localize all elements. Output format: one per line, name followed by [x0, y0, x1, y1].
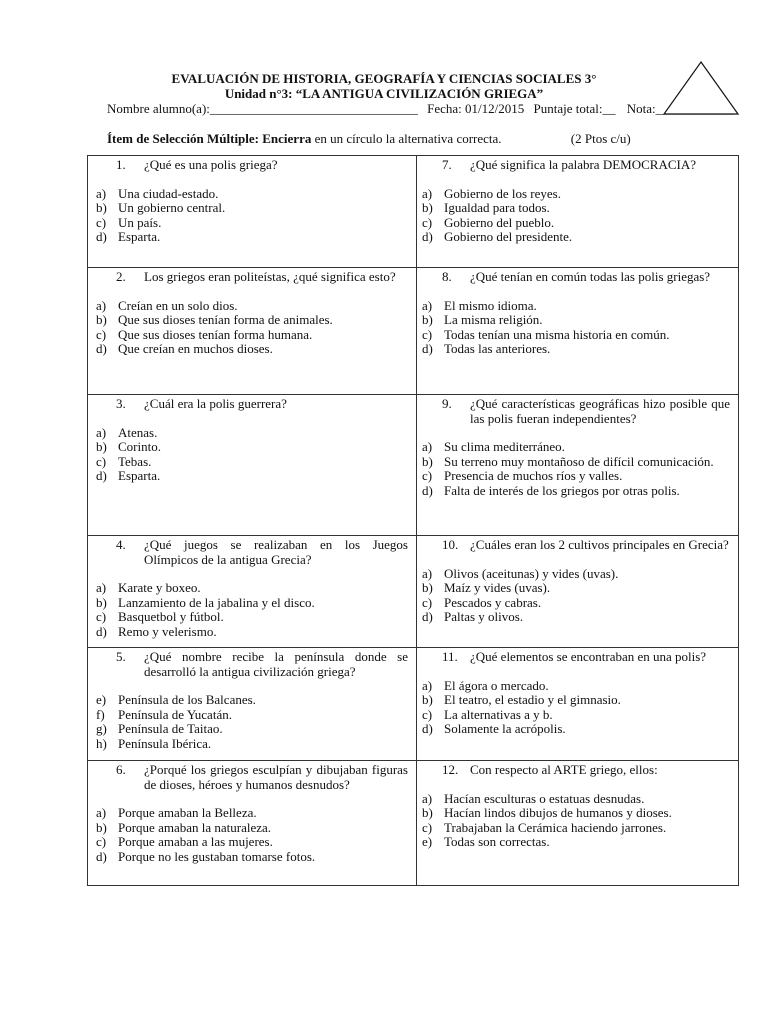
option-text: Península de Taitao.	[118, 721, 223, 736]
answer-option[interactable]	[96, 850, 408, 865]
option-letter: b)	[422, 580, 433, 595]
grade-blank[interactable]: ____________	[655, 101, 734, 116]
options-list	[96, 299, 408, 357]
options-list	[96, 693, 408, 751]
option-letter: d)	[96, 229, 107, 244]
option-text: Península Ibérica.	[118, 735, 212, 751]
question-text: ¿Qué elementos se encontraban en una polis?	[470, 649, 707, 664]
answer-option[interactable]	[422, 596, 730, 611]
option-letter: c)	[422, 819, 433, 835]
option-letter: b)	[422, 312, 433, 327]
option-letter: d)	[96, 341, 107, 356]
question-number: 4.	[116, 537, 126, 552]
answer-option[interactable]	[96, 581, 408, 596]
option-text: Que creían en muchos dioses.	[118, 341, 273, 356]
option-letter: a)	[96, 297, 107, 313]
option-text: La alternativas a y b.	[444, 706, 553, 722]
question-block	[417, 536, 738, 629]
option-text: Todas las anteriores.	[444, 341, 551, 356]
answer-option[interactable]	[96, 216, 408, 231]
answer-option[interactable]	[422, 230, 730, 245]
question-text: Con respecto al ARTE griego, ellos:	[470, 762, 658, 777]
option-letter: a)	[422, 297, 433, 313]
date-label: Fecha: 01/12/2015	[427, 101, 525, 116]
answer-option[interactable]	[422, 187, 730, 202]
answer-option[interactable]	[422, 567, 730, 582]
option-text: Olivos (aceitunas) y vides (uvas).	[444, 565, 619, 581]
options-list	[422, 567, 730, 625]
options-list	[96, 187, 408, 245]
option-text: Trabajaban la Cerámica haciendo jarrones.	[444, 819, 667, 835]
option-letter: b)	[422, 200, 433, 215]
option-letter: c)	[422, 706, 433, 722]
options-list	[422, 299, 730, 357]
answer-option[interactable]	[96, 426, 408, 441]
option-letter: d)	[422, 229, 433, 244]
option-letter: a)	[96, 805, 107, 820]
question-block	[88, 395, 416, 488]
question-number: 1.	[116, 157, 126, 172]
answer-option[interactable]	[96, 342, 408, 357]
instructions	[107, 131, 631, 147]
unit-title: Unidad n°3: “LA ANTIGUA CIVILIZACIÓN GRIEGA”	[224, 86, 544, 101]
answer-option[interactable]	[422, 835, 730, 850]
option-letter: b)	[422, 453, 433, 469]
question-cell	[417, 648, 739, 761]
option-text: Una ciudad-estado.	[118, 185, 219, 201]
questions-table	[87, 155, 739, 886]
option-letter: g)	[96, 721, 107, 736]
instructions-text: en un círculo la alternativa correcta.	[311, 131, 502, 146]
option-text: Corinto.	[118, 439, 161, 454]
option-text: Que sus dioses tenían forma de animales.	[118, 312, 333, 327]
option-letter: a)	[96, 185, 107, 201]
option-letter: c)	[422, 214, 433, 230]
student-info-line	[107, 101, 734, 117]
question-text: ¿Qué tenían en común todas las polis griegas?	[470, 269, 711, 284]
question-row	[88, 536, 739, 648]
answer-option[interactable]	[422, 216, 730, 231]
answer-option[interactable]	[96, 722, 408, 737]
answer-option[interactable]	[422, 722, 730, 737]
answer-option[interactable]	[422, 440, 730, 455]
answer-option[interactable]	[422, 806, 730, 821]
options-list	[96, 806, 408, 864]
option-text: Esparta.	[118, 468, 161, 483]
option-letter: d)	[422, 341, 433, 356]
option-letter: e)	[422, 834, 433, 849]
question-text: ¿Cuáles eran los 2 cultivos principales en Grecia?	[470, 537, 729, 552]
option-text: Hacían lindos dibujos de humanos y dioses.	[444, 805, 672, 820]
option-text: Solamente la acrópolis.	[444, 721, 566, 736]
option-letter: d)	[422, 482, 433, 498]
question-block	[417, 268, 738, 361]
option-letter: a)	[96, 580, 107, 595]
question-row	[88, 268, 739, 395]
answer-option[interactable]	[96, 455, 408, 470]
answer-option[interactable]	[96, 201, 408, 216]
answer-option[interactable]	[96, 625, 408, 640]
answer-option[interactable]	[422, 581, 730, 596]
option-text: Creían en un solo dios.	[118, 297, 238, 313]
options-list	[422, 440, 730, 498]
option-letter: c)	[96, 453, 107, 469]
option-text: Porque amaban la Belleza.	[118, 805, 257, 820]
option-letter: a)	[422, 565, 433, 581]
answer-option[interactable]	[422, 693, 730, 708]
answer-option[interactable]	[96, 230, 408, 245]
option-text: Un país.	[118, 214, 162, 230]
answer-option[interactable]	[96, 469, 408, 484]
option-letter: h)	[96, 735, 107, 751]
option-text: Gobierno del pueblo.	[444, 214, 555, 230]
question-cell	[417, 536, 739, 648]
answer-option[interactable]	[422, 328, 730, 343]
option-letter: c)	[96, 214, 107, 230]
option-text: Lanzamiento de la jabalina y el disco.	[118, 594, 315, 610]
question-text: ¿Porqué los griegos esculpían y dibujaban figuras de dioses, héroes y humanos desnudos?	[144, 762, 408, 792]
option-letter: a)	[422, 677, 433, 693]
answer-option[interactable]	[96, 440, 408, 455]
option-text: Pescados y cabras.	[444, 594, 542, 610]
option-text: Un gobierno central.	[118, 200, 226, 215]
option-letter: e)	[96, 692, 107, 707]
option-letter: b)	[422, 805, 433, 820]
option-text: Tebas.	[118, 453, 152, 469]
answer-option[interactable]	[96, 610, 408, 625]
option-letter: d)	[422, 609, 433, 624]
option-text: Igualdad para todos.	[444, 200, 550, 215]
answer-option[interactable]	[422, 792, 730, 807]
answer-option[interactable]	[96, 737, 408, 752]
points-label: (2 Ptos c/u)	[570, 131, 631, 146]
question-number: 6.	[116, 762, 126, 777]
question-number: 5.	[116, 649, 126, 664]
question-block	[88, 648, 416, 755]
answer-option[interactable]	[96, 313, 408, 328]
question-row	[88, 395, 739, 536]
option-text: La misma religión.	[444, 312, 543, 327]
question-block	[88, 156, 416, 249]
option-letter: c)	[96, 834, 107, 849]
score-label: Puntaje total:__	[533, 101, 616, 116]
answer-option[interactable]	[96, 328, 408, 343]
question-number: 8.	[442, 269, 452, 284]
question-text: ¿Cuál era la polis guerrera?	[144, 396, 287, 411]
option-text: Porque amaban a las mujeres.	[118, 834, 273, 849]
question-number: 12.	[442, 762, 459, 777]
answer-option[interactable]	[96, 806, 408, 821]
answer-option[interactable]	[422, 821, 730, 836]
question-block	[88, 536, 416, 643]
student-name-label[interactable]: Nombre alumno(a):________________________________	[107, 101, 418, 116]
option-text: Paltas y olivos.	[444, 609, 524, 624]
question-block	[88, 761, 416, 868]
question-cell	[88, 648, 417, 761]
question-cell	[417, 156, 739, 268]
question-cell	[417, 761, 739, 886]
option-letter: c)	[422, 468, 433, 483]
question-cell	[88, 156, 417, 268]
option-text: Gobierno de los reyes.	[444, 185, 561, 201]
options-list	[422, 679, 730, 737]
question-cell	[417, 395, 739, 536]
grade-triangle-icon	[662, 60, 740, 116]
option-text: Atenas.	[118, 424, 158, 440]
option-text: Su clima mediterráneo.	[444, 439, 565, 454]
answer-option[interactable]	[422, 342, 730, 357]
option-text: Porque amaban la naturaleza.	[118, 819, 272, 835]
option-letter: d)	[96, 848, 107, 864]
question-text: ¿Qué características geográficas hizo posible que las polis fueran independientes?	[470, 396, 730, 426]
option-letter: c)	[96, 326, 107, 342]
options-list	[96, 581, 408, 639]
answer-option[interactable]	[422, 201, 730, 216]
option-text: El ágora o mercado.	[444, 677, 549, 693]
question-number: 3.	[116, 396, 126, 411]
question-number: 7.	[442, 157, 452, 172]
option-text: Falta de interés de los griegos por otras polis.	[444, 482, 680, 498]
option-letter: a)	[96, 424, 107, 440]
question-block	[417, 648, 738, 741]
question-row	[88, 761, 739, 886]
option-letter: a)	[422, 185, 433, 201]
question-cell	[88, 761, 417, 886]
exam-title: EVALUACIÓN DE HISTORIA, GEOGRAFÍA Y CIENCIAS SOCIALES 3°	[171, 71, 597, 86]
answer-option[interactable]	[96, 693, 408, 708]
question-cell	[88, 395, 417, 536]
option-text: Porque no les gustaban tomarse fotos.	[118, 848, 316, 864]
options-list	[96, 426, 408, 484]
question-text: ¿Qué significa la palabra DEMOCRACIA?	[470, 157, 696, 172]
answer-option[interactable]	[422, 455, 730, 470]
option-letter: c)	[96, 609, 107, 624]
answer-option[interactable]	[96, 835, 408, 850]
question-number: 9.	[442, 396, 452, 411]
question-text: Los griegos eran politeístas, ¿qué significa esto?	[144, 269, 396, 284]
option-letter: d)	[96, 468, 107, 483]
option-text: Basquetbol y fútbol.	[118, 609, 224, 624]
option-text: Karate y boxeo.	[118, 580, 201, 595]
answer-option[interactable]	[422, 469, 730, 484]
option-letter: c)	[422, 594, 433, 610]
question-row	[88, 648, 739, 761]
option-letter: d)	[422, 721, 433, 736]
options-list	[422, 792, 730, 850]
question-cell	[88, 268, 417, 395]
option-text: Todas son correctas.	[444, 834, 550, 849]
question-block	[417, 156, 738, 249]
option-text: Su terreno muy montañoso de difícil comunicación.	[444, 453, 714, 469]
question-number: 11.	[442, 649, 458, 664]
question-row	[88, 156, 739, 268]
option-text: Península de Yucatán.	[118, 706, 232, 722]
option-text: Península de los Balcanes.	[118, 692, 256, 707]
answer-option[interactable]	[422, 679, 730, 694]
option-text: Gobierno del presidente.	[444, 229, 573, 244]
question-block	[417, 761, 738, 854]
option-letter: a)	[422, 439, 433, 454]
option-letter: b)	[422, 692, 433, 707]
option-text: El teatro, el estadio y el gimnasio.	[444, 692, 621, 707]
answer-option[interactable]	[96, 187, 408, 202]
question-number: 2.	[116, 269, 126, 284]
option-text: Que sus dioses tenían forma humana.	[118, 326, 313, 342]
answer-option[interactable]	[422, 610, 730, 625]
option-text: Maíz y vides (uvas).	[444, 580, 551, 595]
question-cell	[417, 268, 739, 395]
option-letter: a)	[422, 790, 433, 806]
answer-option[interactable]	[96, 596, 408, 611]
answer-option[interactable]	[96, 299, 408, 314]
question-text: ¿Qué es una polis griega?	[144, 157, 278, 172]
question-number: 10.	[442, 537, 459, 552]
grade-label: Nota:	[626, 101, 656, 116]
option-text: Presencia de muchos ríos y valles.	[444, 468, 623, 483]
option-letter: d)	[96, 623, 107, 639]
option-text: Hacían esculturas o estatuas desnudas.	[444, 790, 645, 806]
option-letter: b)	[96, 594, 107, 610]
option-text: El mismo idioma.	[444, 297, 537, 313]
option-letter: b)	[96, 439, 107, 454]
option-text: Esparta.	[118, 229, 161, 244]
question-block	[417, 395, 738, 502]
question-text: ¿Qué nombre recibe la península donde se desarrolló la antigua civilización griega?	[144, 649, 408, 679]
options-list	[422, 187, 730, 245]
answer-option[interactable]	[96, 821, 408, 836]
option-letter: b)	[96, 200, 107, 215]
instructions-bold: Ítem de Selección Múltiple: Encierra	[107, 131, 312, 146]
question-text: ¿Qué juegos se realizaban en los Juegos Olímpicos de la antigua Grecia?	[144, 537, 408, 567]
option-text: Todas tenían una misma historia en común.	[444, 326, 670, 342]
option-letter: b)	[96, 312, 107, 327]
answer-option[interactable]	[422, 484, 730, 499]
option-text: Remo y velerismo.	[118, 623, 217, 639]
answer-option[interactable]	[96, 708, 408, 723]
question-block	[88, 268, 416, 361]
question-cell	[88, 536, 417, 648]
option-letter: b)	[96, 819, 107, 835]
answer-option[interactable]	[422, 299, 730, 314]
answer-option[interactable]	[422, 708, 730, 723]
option-letter: c)	[422, 326, 433, 342]
answer-option[interactable]	[422, 313, 730, 328]
option-letter: f)	[96, 706, 105, 722]
